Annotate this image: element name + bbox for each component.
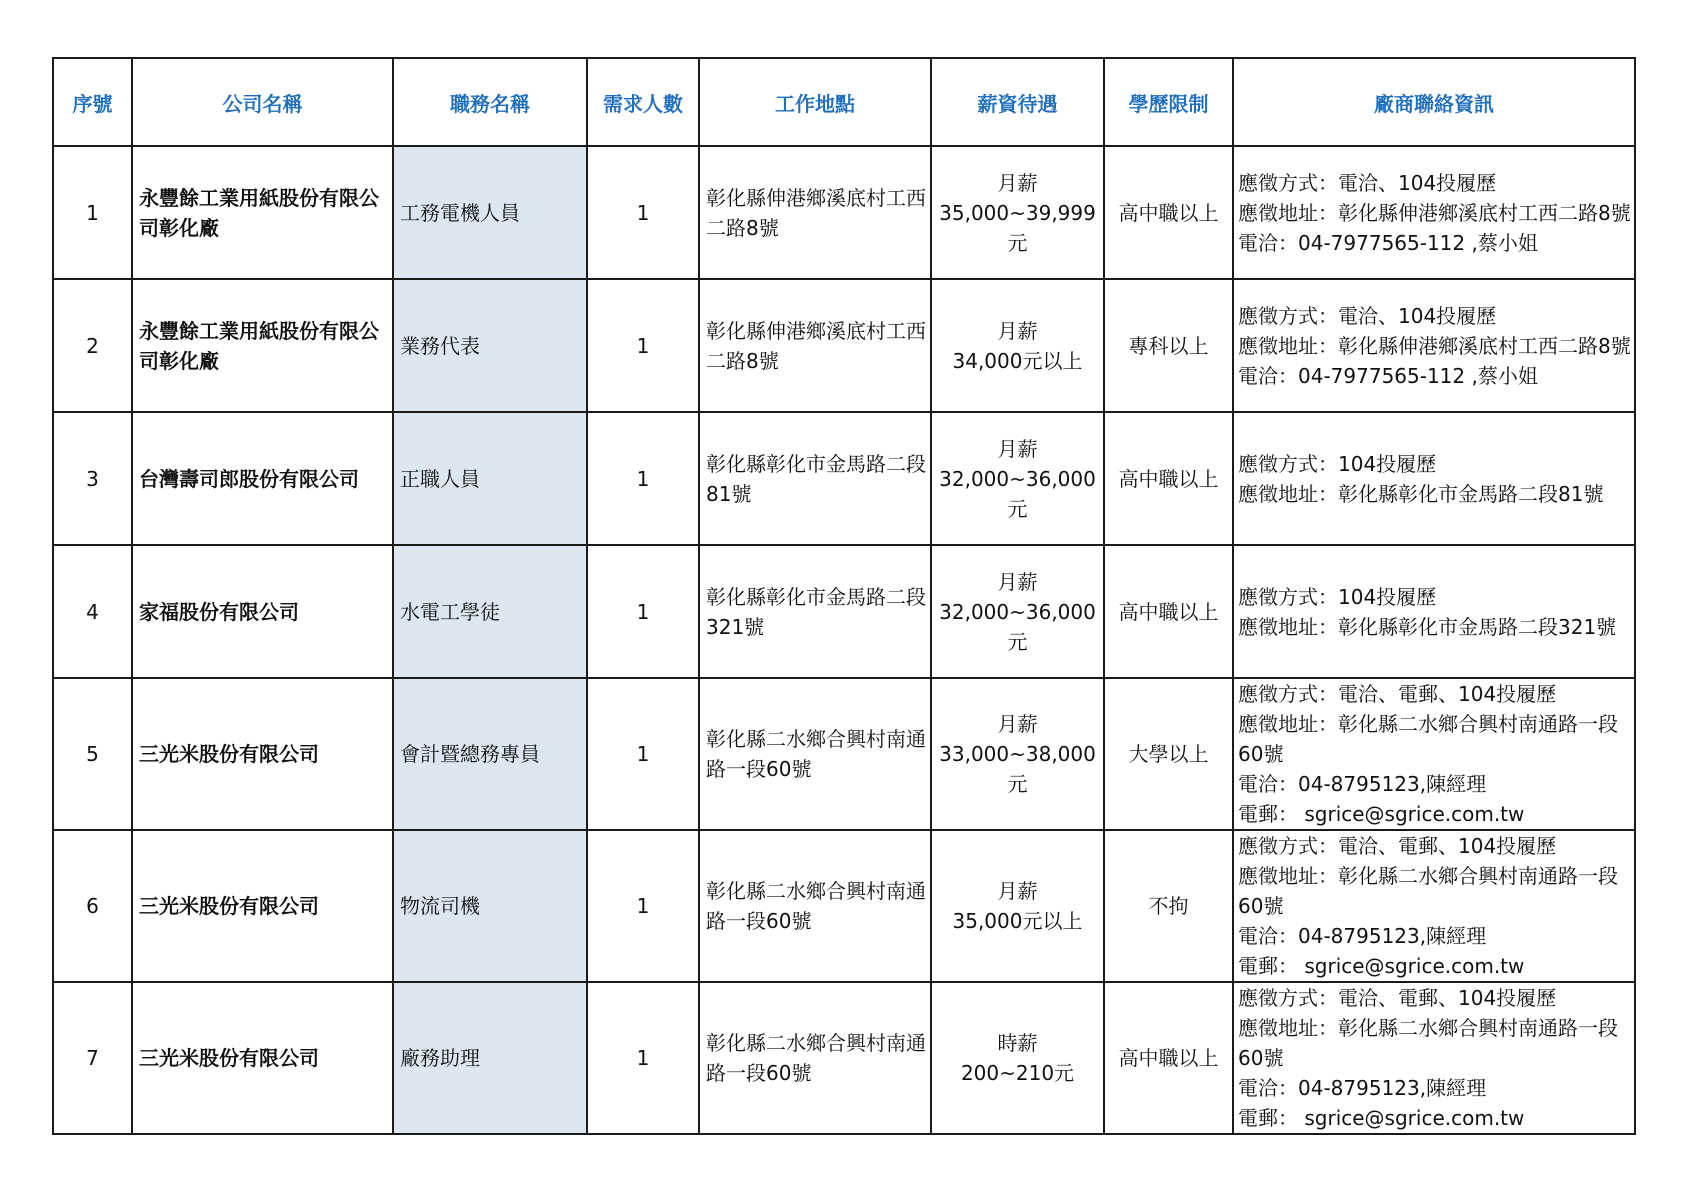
row-num: 2 — [53, 279, 132, 412]
job-listings-table — [52, 57, 1636, 1135]
row-education: 高中職以上 — [1104, 982, 1233, 1134]
row-title: 會計暨總務專員 — [393, 678, 587, 830]
row-count: 1 — [587, 982, 699, 1134]
row-pay — [931, 545, 1104, 678]
row-title: 業務代表 — [393, 279, 587, 412]
row-num: 3 — [53, 412, 132, 545]
row-location: 彰化縣伸港鄉溪底村工西二路8號 — [699, 146, 931, 279]
row-pay — [931, 830, 1104, 982]
row-num: 6 — [53, 830, 132, 982]
pay-type: 月薪 — [997, 318, 1038, 343]
row-education: 高中職以上 — [1104, 412, 1233, 545]
contact-phone: 電洽：04-8795123,陳經理 — [1238, 1076, 1487, 1100]
row-title: 水電工學徒 — [393, 545, 587, 678]
pay-type: 月薪 — [997, 170, 1038, 195]
header-pay: 薪資待遇 — [931, 58, 1104, 146]
pay-type: 時薪 — [997, 1031, 1038, 1055]
contact-method: 應徵方式：電洽、電郵、104投履歷 — [1238, 986, 1557, 1010]
table-row — [53, 412, 1635, 545]
row-company: 三光米股份有限公司 — [132, 678, 393, 830]
row-pay — [931, 412, 1104, 545]
contact-phone: 電洽：04-7977565-112 ,蔡小姐 — [1238, 363, 1538, 388]
pay-type: 月薪 — [997, 712, 1038, 736]
row-count: 1 — [587, 678, 699, 830]
pay-amount: 32,000~36,000元 — [939, 466, 1096, 521]
row-location: 彰化縣二水鄉合興村南通路一段60號 — [699, 678, 931, 830]
contact-email: 電郵： sgrice@sgrice.com.tw — [1238, 1106, 1525, 1130]
row-company: 永豐餘工業用紙股份有限公司彰化廠 — [132, 146, 393, 279]
row-contact — [1233, 678, 1635, 830]
contact-address: 應徵地址：彰化縣二水鄉合興村南通路一段60號 — [1238, 1016, 1618, 1070]
contact-address: 應徵地址：彰化縣伸港鄉溪底村工西二路8號 — [1238, 200, 1631, 225]
table-row — [53, 545, 1635, 678]
pay-amount: 35,000元以上 — [952, 909, 1083, 933]
row-contact — [1233, 545, 1635, 678]
contact-method: 應徵方式：電洽、104投履歷 — [1238, 303, 1497, 328]
header-row — [53, 58, 1635, 146]
contact-address: 應徵地址：彰化縣彰化市金馬路二段321號 — [1238, 614, 1617, 639]
contact-address: 應徵地址：彰化縣彰化市金馬路二段81號 — [1238, 481, 1604, 506]
row-contact — [1233, 146, 1635, 279]
row-count: 1 — [587, 146, 699, 279]
row-pay — [931, 982, 1104, 1134]
table-row — [53, 678, 1635, 830]
row-contact — [1233, 830, 1635, 982]
row-location: 彰化縣彰化市金馬路二段81號 — [699, 412, 931, 545]
row-contact — [1233, 982, 1635, 1134]
header-education: 學歷限制 — [1104, 58, 1233, 146]
contact-method: 應徵方式：電洽、104投履歷 — [1238, 170, 1497, 195]
header-num: 序號 — [53, 58, 132, 146]
row-count: 1 — [587, 412, 699, 545]
row-education: 大學以上 — [1104, 678, 1233, 830]
row-title: 廠務助理 — [393, 982, 587, 1134]
row-title: 工務電機人員 — [393, 146, 587, 279]
row-title: 物流司機 — [393, 830, 587, 982]
table-row — [53, 279, 1635, 412]
row-company: 台灣壽司郎股份有限公司 — [132, 412, 393, 545]
row-education: 不拘 — [1104, 830, 1233, 982]
row-location: 彰化縣伸港鄉溪底村工西二路8號 — [699, 279, 931, 412]
row-location: 彰化縣彰化市金馬路二段321號 — [699, 545, 931, 678]
row-num: 5 — [53, 678, 132, 830]
header-count: 需求人數 — [587, 58, 699, 146]
row-education: 高中職以上 — [1104, 146, 1233, 279]
contact-phone: 電洽：04-7977565-112 ,蔡小姐 — [1238, 230, 1538, 255]
table-row — [53, 830, 1635, 982]
table-row — [53, 146, 1635, 279]
header-title: 職務名稱 — [393, 58, 587, 146]
row-pay — [931, 279, 1104, 412]
pay-amount: 33,000~38,000元 — [939, 742, 1096, 796]
row-num: 7 — [53, 982, 132, 1134]
row-location: 彰化縣二水鄉合興村南通路一段60號 — [699, 830, 931, 982]
row-count: 1 — [587, 545, 699, 678]
contact-address: 應徵地址：彰化縣二水鄉合興村南通路一段60號 — [1238, 712, 1618, 766]
contact-method: 應徵方式：電洽、電郵、104投履歷 — [1238, 682, 1557, 706]
pay-type: 月薪 — [997, 436, 1038, 461]
contact-address: 應徵地址：彰化縣二水鄉合興村南通路一段60號 — [1238, 864, 1618, 918]
row-num: 1 — [53, 146, 132, 279]
row-pay — [931, 146, 1104, 279]
contact-method: 應徵方式：104投履歷 — [1238, 584, 1437, 609]
contact-method: 應徵方式：電洽、電郵、104投履歷 — [1238, 834, 1557, 858]
contact-email: 電郵： sgrice@sgrice.com.tw — [1238, 802, 1525, 826]
contact-address: 應徵地址：彰化縣伸港鄉溪底村工西二路8號 — [1238, 333, 1631, 358]
table-row — [53, 982, 1635, 1134]
pay-type: 月薪 — [997, 569, 1038, 594]
row-count: 1 — [587, 830, 699, 982]
row-company: 三光米股份有限公司 — [132, 830, 393, 982]
contact-email: 電郵： sgrice@sgrice.com.tw — [1238, 954, 1525, 978]
row-contact — [1233, 412, 1635, 545]
contact-phone: 電洽：04-8795123,陳經理 — [1238, 772, 1487, 796]
header-location: 工作地點 — [699, 58, 931, 146]
row-pay — [931, 678, 1104, 830]
header-contact: 廠商聯絡資訊 — [1233, 58, 1635, 146]
row-company: 永豐餘工業用紙股份有限公司彰化廠 — [132, 279, 393, 412]
pay-amount: 200~210元 — [960, 1061, 1075, 1085]
row-education: 高中職以上 — [1104, 545, 1233, 678]
row-company: 三光米股份有限公司 — [132, 982, 393, 1134]
row-title: 正職人員 — [393, 412, 587, 545]
row-count: 1 — [587, 279, 699, 412]
pay-type: 月薪 — [997, 879, 1038, 903]
row-education: 專科以上 — [1104, 279, 1233, 412]
pay-amount: 32,000~36,000元 — [939, 599, 1096, 654]
row-location: 彰化縣二水鄉合興村南通路一段60號 — [699, 982, 931, 1134]
row-company: 家福股份有限公司 — [132, 545, 393, 678]
pay-amount: 34,000元以上 — [952, 348, 1083, 373]
row-contact — [1233, 279, 1635, 412]
header-company: 公司名稱 — [132, 58, 393, 146]
contact-method: 應徵方式：104投履歷 — [1238, 451, 1437, 476]
contact-phone: 電洽：04-8795123,陳經理 — [1238, 924, 1487, 948]
row-num: 4 — [53, 545, 132, 678]
pay-amount: 35,000~39,999元 — [939, 200, 1096, 255]
